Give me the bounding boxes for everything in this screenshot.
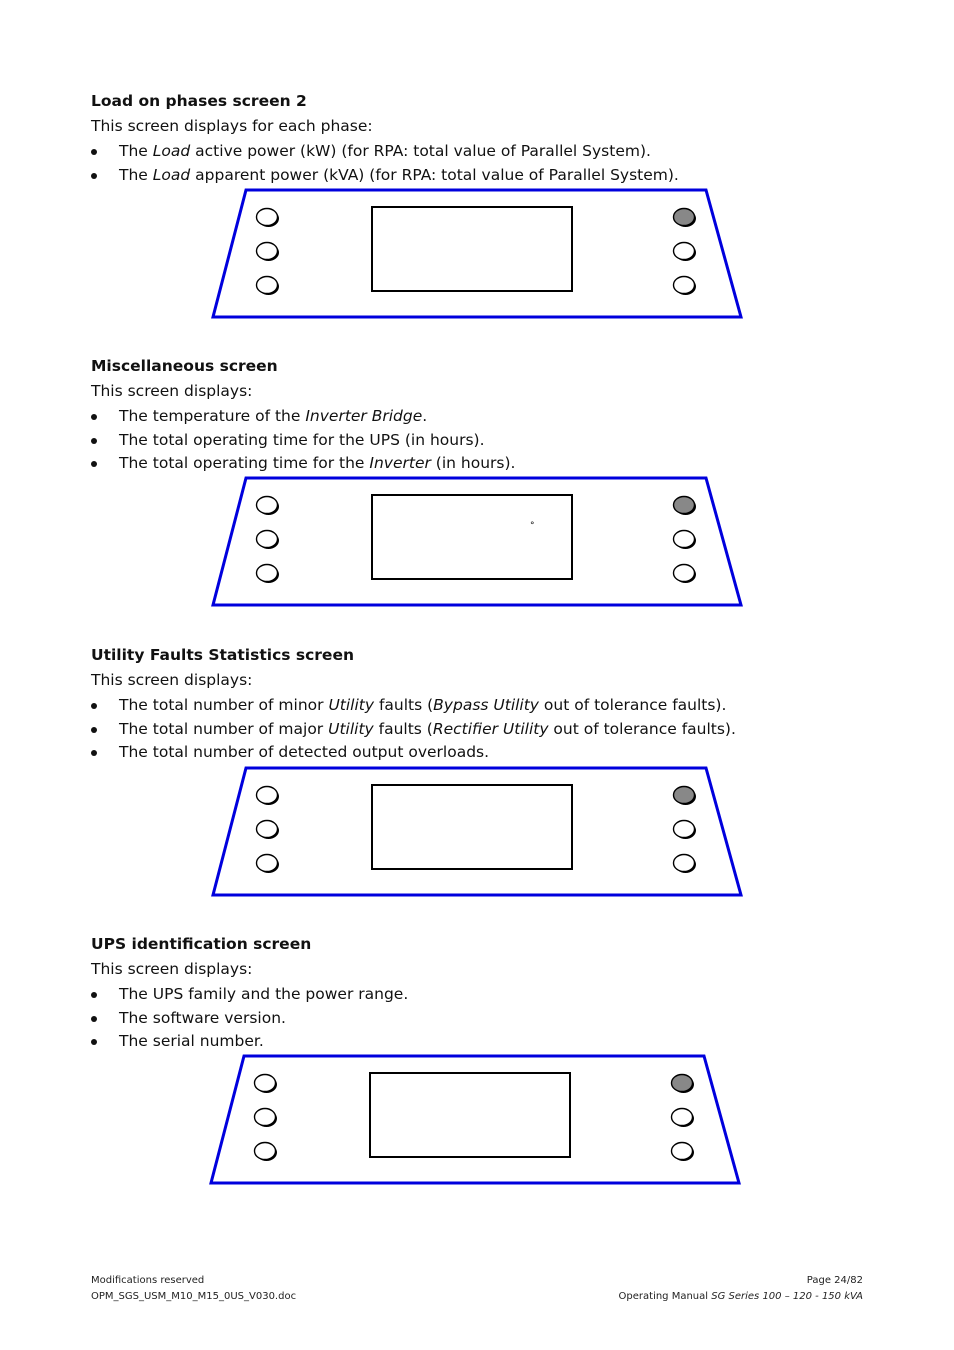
left-button-2[interactable] xyxy=(257,531,280,550)
right-button-3[interactable] xyxy=(674,565,697,584)
bullet-dot-icon xyxy=(91,461,97,467)
section-miscellaneous xyxy=(91,356,891,476)
bullet-item: The total number of detected output overloads. xyxy=(91,741,891,765)
section-heading: Utility Faults Statistics screen xyxy=(91,646,354,664)
bullet-dot-icon xyxy=(91,173,97,179)
bullet-list xyxy=(91,983,891,1054)
bullet-item: The software version. xyxy=(91,1007,891,1031)
right-button-1[interactable] xyxy=(674,209,697,228)
section-load-phases-2 xyxy=(91,91,891,187)
footer-filename: OPM_SGS_USM_M10_M15_0US_V030.doc xyxy=(91,1291,297,1302)
panel-svg xyxy=(210,766,750,898)
bullet-dot-icon xyxy=(91,703,97,709)
right-button-2[interactable] xyxy=(674,821,697,840)
left-button-3[interactable] xyxy=(257,277,280,296)
section-utility-faults xyxy=(91,645,891,765)
page-number: Page 24/82 xyxy=(806,1275,863,1286)
left-button-1[interactable] xyxy=(257,209,280,228)
bullet-list xyxy=(91,405,891,476)
right-button-3[interactable] xyxy=(672,1143,695,1162)
bullet-dot-icon xyxy=(91,750,97,756)
bullet-item: The UPS family and the power range. xyxy=(91,983,891,1007)
bullet-item: The serial number. xyxy=(91,1030,891,1054)
bullet-item: The total number of minor Utility faults (Bypass Utility out of tolerance faults). xyxy=(91,694,891,718)
bullet-list xyxy=(91,140,891,187)
footer-note: Modifications reserved xyxy=(91,1275,205,1286)
bullet-dot-icon xyxy=(91,727,97,733)
control-panel-diagram xyxy=(208,1054,748,1186)
right-button-2[interactable] xyxy=(674,243,697,262)
section-ups-identification xyxy=(91,934,891,1054)
left-button-3[interactable] xyxy=(255,1143,278,1162)
footer-left xyxy=(91,1273,296,1305)
lcd-display xyxy=(372,207,572,291)
lcd-display xyxy=(372,785,572,869)
section-intro: This screen displays: xyxy=(91,382,253,400)
footer-right xyxy=(619,1273,863,1305)
bullet-item: The total operating time for the UPS (in hours). xyxy=(91,429,891,453)
bullet-dot-icon xyxy=(91,149,97,155)
left-button-2[interactable] xyxy=(257,821,280,840)
bullet-item: The total operating time for the Inverter (in hours). xyxy=(91,452,891,476)
left-button-2[interactable] xyxy=(255,1109,278,1128)
left-button-3[interactable] xyxy=(257,565,280,584)
right-button-2[interactable] xyxy=(674,531,697,550)
left-button-2[interactable] xyxy=(257,243,280,262)
right-button-3[interactable] xyxy=(674,277,697,296)
bullet-dot-icon xyxy=(91,414,97,420)
control-panel-diagram xyxy=(210,188,750,320)
section-heading: Load on phases screen 2 xyxy=(91,92,307,110)
control-panel-diagram xyxy=(210,766,750,898)
left-button-3[interactable] xyxy=(257,855,280,874)
right-button-1[interactable] xyxy=(672,1075,695,1094)
left-button-1[interactable] xyxy=(255,1075,278,1094)
right-button-3[interactable] xyxy=(674,855,697,874)
bullet-item: The temperature of the Inverter Bridge. xyxy=(91,405,891,429)
bullet-dot-icon xyxy=(91,1016,97,1022)
panel-svg xyxy=(210,188,750,320)
section-heading: UPS identification screen xyxy=(91,935,312,953)
panel-svg xyxy=(208,1054,748,1186)
left-button-1[interactable] xyxy=(257,787,280,806)
section-heading: Miscellaneous screen xyxy=(91,357,278,375)
control-panel-diagram xyxy=(210,476,750,608)
lcd-display xyxy=(370,1073,570,1157)
lcd-text: ° xyxy=(530,521,535,531)
section-intro: This screen displays: xyxy=(91,671,253,689)
right-button-2[interactable] xyxy=(672,1109,695,1128)
bullet-dot-icon xyxy=(91,992,97,998)
bullet-item: The Load active power (kW) (for RPA: total value of Parallel System). xyxy=(91,140,891,164)
bullet-item: The Load apparent power (kVA) (for RPA: total value of Parallel System). xyxy=(91,164,891,188)
right-button-1[interactable] xyxy=(674,787,697,806)
right-button-1[interactable] xyxy=(674,497,697,516)
bullet-dot-icon xyxy=(91,1039,97,1045)
section-intro: This screen displays: xyxy=(91,960,253,978)
manual-title: Operating Manual SG Series 100 – 120 - 150 kVA xyxy=(618,1291,863,1302)
section-intro: This screen displays for each phase: xyxy=(91,117,373,135)
bullet-dot-icon xyxy=(91,438,97,444)
panel-svg xyxy=(210,476,750,608)
bullet-list xyxy=(91,694,891,765)
lcd-display xyxy=(372,495,572,579)
left-button-1[interactable] xyxy=(257,497,280,516)
bullet-item: The total number of major Utility faults (Rectifier Utility out of tolerance faults). xyxy=(91,718,891,742)
